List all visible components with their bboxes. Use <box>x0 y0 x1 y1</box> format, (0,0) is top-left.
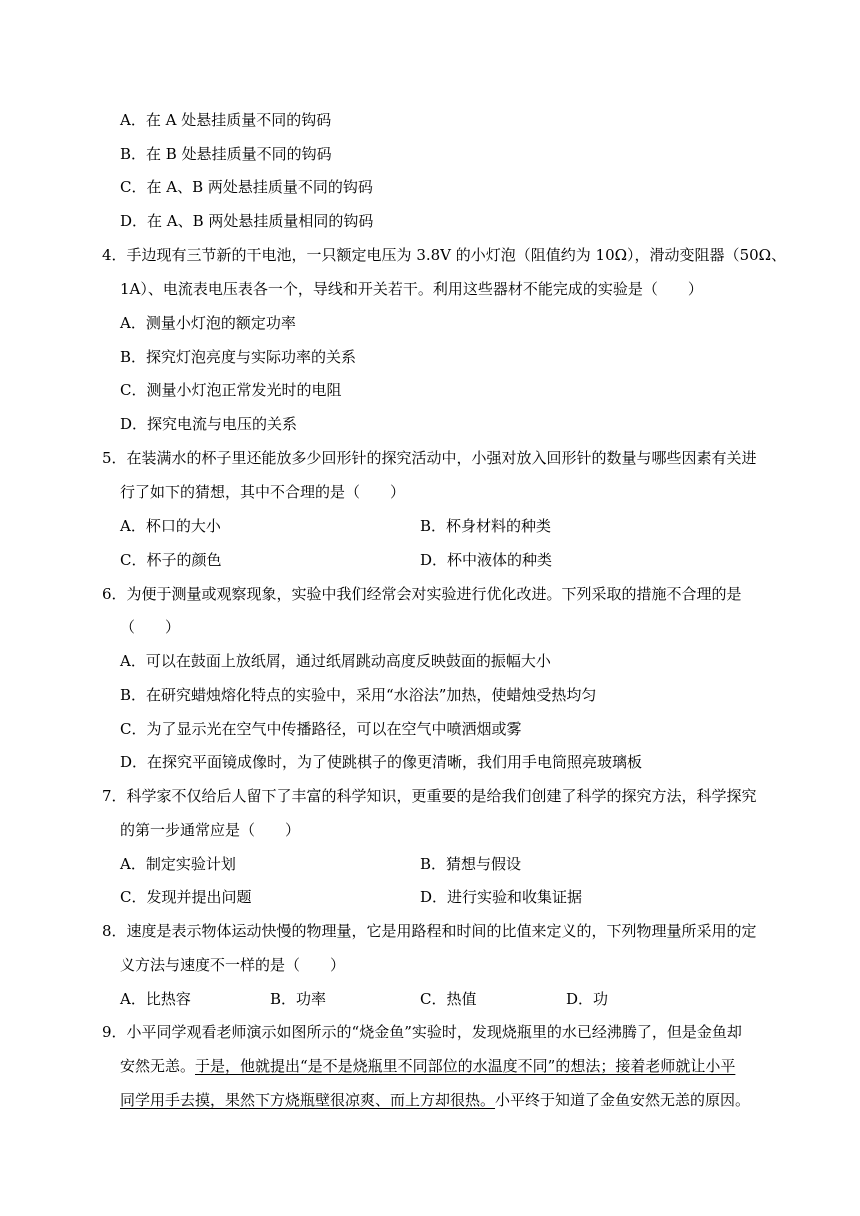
q7-option-c: C．发现并提出问题 <box>120 888 252 906</box>
q9-stem-line2 <box>120 1056 735 1076</box>
q9-stem-line3 <box>120 1090 750 1110</box>
q6-option-d: D．在探究平面镜成像时，为了使跳棋子的像更清晰，我们用手电筒照亮玻璃板 <box>120 753 643 771</box>
q6-option-b: B．在研究蜡烛熔化特点的实验中，采用“水浴法”加热，使蜡烛受热均匀 <box>120 686 597 704</box>
q9-line2-underlined: 于是，他就提出“是不是烧瓶里不同部位的水温度不同”的想法；接着老师就让小平 <box>195 1057 736 1075</box>
q6-option-c: C．为了显示光在空气中传播路径，可以在空气中喷洒烟或雾 <box>120 720 522 738</box>
q8-option-d: D．功 <box>566 990 609 1008</box>
q9-line3-plain: 小平终于知道了金鱼安然无恙的原因。 <box>495 1091 751 1109</box>
q5-option-b: B．杯身材料的种类 <box>420 517 552 535</box>
q4-option-b: B．探究灯泡亮度与实际功率的关系 <box>120 348 357 366</box>
q4-stem-line2: 1A）、电流表电压表各一个，导线和开关若干。利用这些器材不能完成的实验是（ ） <box>120 280 703 298</box>
q4-option-d: D．探究电流与电压的关系 <box>120 415 298 433</box>
q5-option-c: C．杯子的颜色 <box>120 551 222 569</box>
q4-stem-line1: 4．手边现有三节新的干电池，一只额定电压为 3.8V 的小灯泡（阻值约为 10Ω），滑动变阻器（50Ω、 <box>102 246 787 264</box>
q3-option-c: C．在 A、B 两处悬挂质量不同的钩码 <box>120 178 373 196</box>
q8-option-a: A．比热容 <box>120 990 191 1008</box>
q6-stem-line2: （ ） <box>120 618 181 636</box>
q5-option-d: D．杯中液体的种类 <box>420 551 553 569</box>
q6-stem-line1: 6．为便于测量或观察现象，实验中我们经常会对实验进行优化改进。下列采取的措施不合理的是 <box>102 585 742 603</box>
q5-stem-line2: 行了如下的猜想，其中不合理的是（ ） <box>120 483 406 501</box>
q7-stem-line1: 7．科学家不仅给后人留下了丰富的科学知识，更重要的是给我们创建了科学的探究方法，科学探究 <box>102 787 757 805</box>
q5-option-a: A．杯口的大小 <box>120 517 221 535</box>
q3-option-b: B．在 B 处悬挂质量不同的钩码 <box>120 145 332 163</box>
q9-line3-underlined: 同学用手去摸，果然下方烧瓶壁很凉爽、而上方却很热。 <box>120 1091 496 1109</box>
q8-option-b: B．功率 <box>270 990 327 1008</box>
q4-option-a: A．测量小灯泡的额定功率 <box>120 314 296 332</box>
q6-option-a: A．可以在鼓面上放纸屑，通过纸屑跳动高度反映鼓面的振幅大小 <box>120 652 551 670</box>
q7-option-a: A．制定实验计划 <box>120 855 236 873</box>
q7-option-d: D．进行实验和收集证据 <box>420 888 583 906</box>
q4-option-c: C．测量小灯泡正常发光时的电阻 <box>120 381 342 399</box>
q7-option-b: B．猜想与假设 <box>420 855 522 873</box>
q3-option-d: D．在 A、B 两处悬挂质量相同的钩码 <box>120 212 374 230</box>
q5-stem-line1: 5．在装满水的杯子里还能放多少回形针的探究活动中，小强对放入回形针的数量与哪些因素有关进 <box>102 449 757 467</box>
q8-stem-line2: 义方法与速度不一样的是（ ） <box>120 956 346 974</box>
q8-stem-line1: 8．速度是表示物体运动快慢的物理量，它是用路程和时间的比值来定义的，下列物理量所采用的定 <box>102 922 757 940</box>
q9-line2-plain: 安然无恙。 <box>120 1057 196 1075</box>
q9-stem-line1: 9．小平同学观看老师演示如图所示的“烧金鱼”实验时，发现烧瓶里的水已经沸腾了，但是金鱼却 <box>102 1023 742 1041</box>
q7-stem-line2: 的第一步通常应是（ ） <box>120 821 301 839</box>
q3-option-a: A．在 A 处悬挂质量不同的钩码 <box>120 111 332 129</box>
q8-option-c: C．热值 <box>420 990 477 1008</box>
